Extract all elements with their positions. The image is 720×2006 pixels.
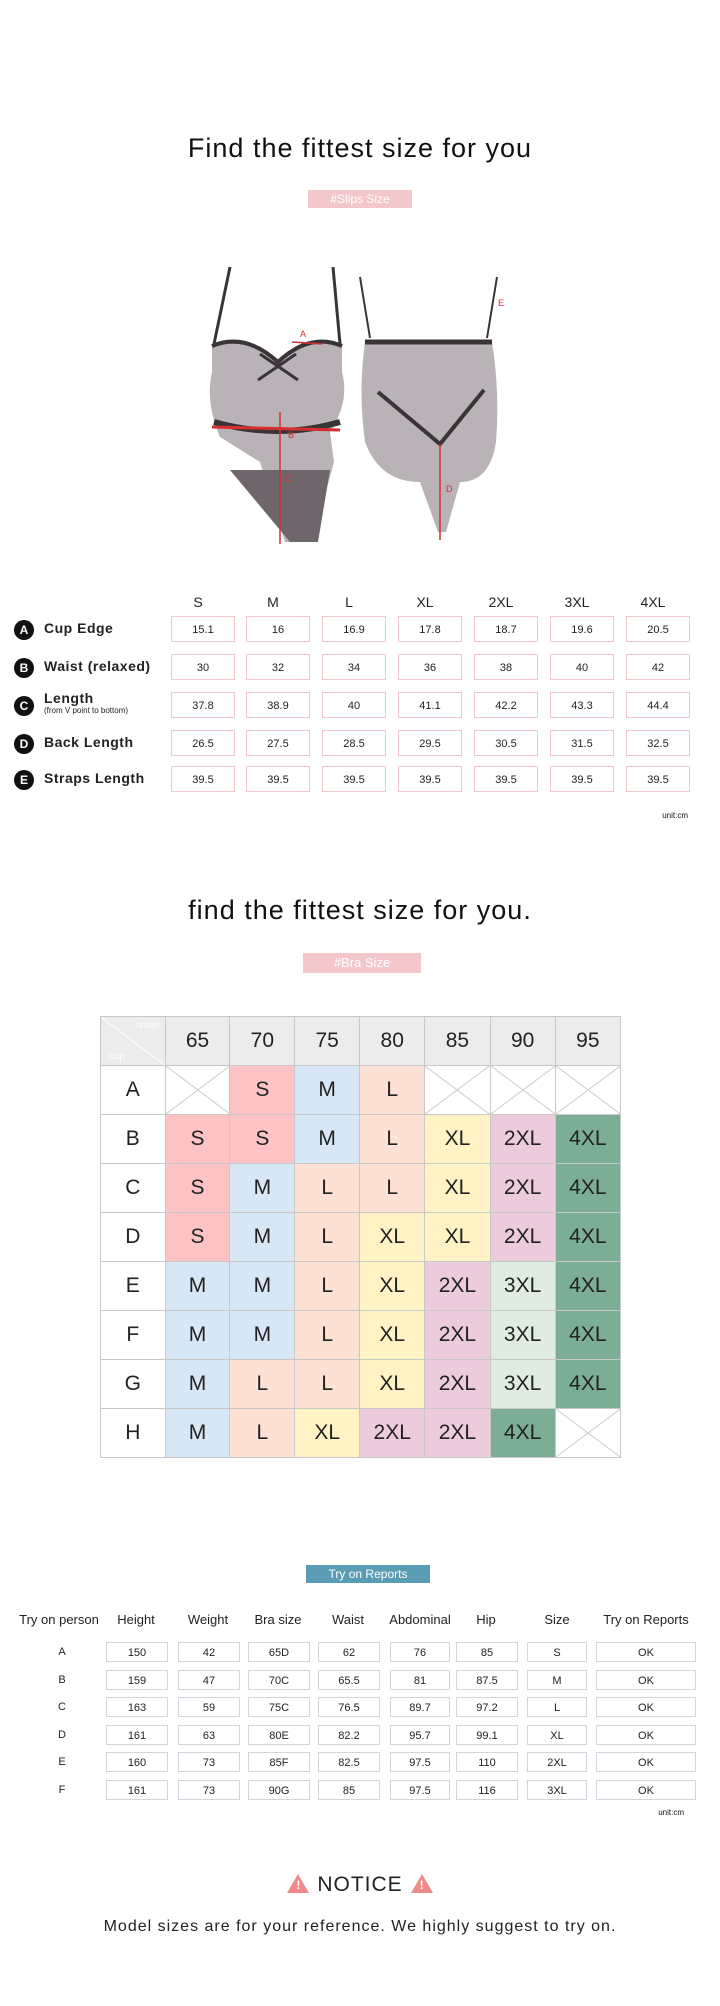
try-on-value: 159 [106,1670,168,1690]
header: Height [117,1612,155,1627]
try-on-person: B [58,1673,66,1686]
size-cell: 4XL [490,1409,555,1458]
label-d: D [446,484,453,494]
header: Try on Reports [603,1612,689,1627]
size-header: XL [416,594,434,610]
try-on-tag: Try on Reports [306,1565,430,1583]
measure-label [44,620,113,636]
size-cell: M [165,1262,230,1311]
measure-value: 28.5 [322,730,386,756]
measure-value: 38 [474,654,538,680]
try-on-value: 73 [178,1780,240,1800]
size-cell: S [165,1164,230,1213]
measure-label-text: Back Length [44,734,134,750]
measure-badge: A [14,620,34,640]
corner-cup: cup [109,1051,126,1062]
try-on-value: 97.5 [390,1752,450,1772]
measure-value: 39.5 [626,766,690,792]
label-c: C [285,474,292,484]
warning-icon: ! [411,1874,433,1893]
measure-label [44,734,134,750]
try-on-value: OK [596,1780,696,1800]
measure-label [44,658,151,674]
header: Bra size [254,1612,302,1627]
header: Waist [331,1612,365,1627]
cross-mark [491,1066,555,1114]
try-on-person: F [58,1783,66,1796]
band-size-header: 75 [295,1017,360,1066]
size-cell: XL [425,1164,490,1213]
size-cell: L [360,1164,425,1213]
header: Size [544,1612,570,1627]
size-cell: XL [425,1213,490,1262]
measure-badge: C [14,696,34,716]
measure-value: 40 [322,692,386,718]
band-size-header: 70 [230,1017,295,1066]
try-on-value: 80E [248,1725,310,1745]
try-on-value: 87.5 [456,1670,518,1690]
size-cell: L [295,1360,360,1409]
bra-size-table [100,1016,621,1458]
try-on-value: S [527,1642,587,1662]
try-on-value: OK [596,1642,696,1662]
header: Abdominal [389,1612,451,1627]
size-cell: S [165,1213,230,1262]
measure-label [44,770,145,786]
try-on-value: 65.5 [318,1670,380,1690]
try-on-unit: unit:cm [658,1808,684,1817]
size-cell: 4XL [555,1311,620,1360]
measure-value: 20.5 [626,616,690,642]
try-on-row [0,1695,720,1719]
measure-value: 41.1 [398,692,462,718]
measure-value: 34 [322,654,386,680]
measure-value: 17.8 [398,616,462,642]
try-on-value: OK [596,1670,696,1690]
measure-label [44,690,128,715]
header: Hip [476,1612,496,1627]
size-cell: M [230,1213,295,1262]
measure-value: 39.5 [398,766,462,792]
try-on-value: 3XL [527,1780,587,1800]
notice-text: Model sizes are for your reference. We highly suggest to try on. [103,1918,617,1935]
cross-mark [556,1409,620,1457]
try-on-value: 59 [178,1697,240,1717]
try-on-person: C [58,1701,66,1713]
size-cell: 2XL [425,1360,490,1409]
size-cell: 3XL [490,1360,555,1409]
size-cell: L [295,1262,360,1311]
cross-mark [425,1066,489,1114]
size-cell: 2XL [490,1164,555,1213]
slip-measure-row [14,690,714,720]
band-size-header: 80 [360,1017,425,1066]
try-on-value: 160 [106,1752,168,1772]
try-on-value: L [527,1697,587,1717]
try-on-value: 163 [106,1697,168,1717]
measure-value: 42.2 [474,692,538,718]
size-cell: 4XL [555,1213,620,1262]
slip-measure-row [14,764,714,794]
size-cell: XL [295,1409,360,1458]
try-on-value: 81 [390,1670,450,1690]
measure-value: 15.1 [171,616,235,642]
try-on-value: 47 [178,1670,240,1690]
try-on-value: 161 [106,1725,168,1745]
measure-value: 31.5 [550,730,614,756]
band-size-header: 90 [490,1017,555,1066]
measure-sublabel: (from V point to bottom) [44,706,129,715]
size-cell: XL [360,1213,425,1262]
size-cell: 4XL [555,1262,620,1311]
size-cell: 2XL [490,1115,555,1164]
header: Weight [187,1612,229,1627]
size-cell: L [295,1311,360,1360]
measure-value: 30.5 [474,730,538,756]
size-cell: XL [360,1262,425,1311]
measure-value: 30 [171,654,235,680]
size-header: M [267,594,279,610]
slip-measure-row [14,728,714,758]
size-cell: M [230,1262,295,1311]
try-on-value: 97.2 [456,1697,518,1717]
measure-badge: E [14,770,34,790]
size-cell: M [230,1311,295,1360]
band-size-header: 95 [555,1017,620,1066]
size-cell: M [230,1164,295,1213]
try-on-value: 82.2 [318,1725,380,1745]
try-on-value: 90G [248,1780,310,1800]
measure-badge: D [14,734,34,754]
measure-value: 37.8 [171,692,235,718]
size-cell: 2XL [360,1409,425,1458]
slips-unit: unit:cm [662,811,688,820]
empty-cell [555,1066,620,1115]
size-cell: 2XL [425,1311,490,1360]
cup-size-header: E [101,1262,166,1311]
try-on-row [0,1750,720,1774]
try-on-person: A [58,1646,66,1658]
measure-value: 39.5 [474,766,538,792]
slips-title: Find the fittest size for you [187,133,533,163]
bra-size-tag: #Bra Size [303,953,421,973]
size-cell: M [165,1409,230,1458]
size-cell: 3XL [490,1311,555,1360]
try-on-value: 110 [456,1752,518,1772]
measure-value: 32.5 [626,730,690,756]
size-header: 4XL [640,594,666,610]
front-view [210,267,345,544]
size-header: 2XL [488,594,514,610]
try-on-person: E [58,1756,66,1768]
try-on-value: 82.5 [318,1752,380,1772]
try-on-value: 116 [456,1780,518,1800]
try-on-value: 2XL [527,1752,587,1772]
empty-cell [425,1066,490,1115]
size-cell: 2XL [425,1262,490,1311]
try-on-row [0,1723,720,1747]
try-on-value: 75C [248,1697,310,1717]
try-on-value: 63 [178,1725,240,1745]
size-cell: 2XL [425,1409,490,1458]
size-cell: L [360,1115,425,1164]
size-cell: 2XL [490,1213,555,1262]
measure-value: 39.5 [322,766,386,792]
measure-value: 18.7 [474,616,538,642]
measure-value: 29.5 [398,730,462,756]
measure-label-text: Cup Edge [44,620,114,636]
measure-label-text: Length [44,690,94,706]
empty-cell [555,1409,620,1458]
table-corner [101,1017,166,1066]
measure-label-text: Waist (relaxed) [44,658,151,674]
cross-mark [556,1066,620,1114]
measure-badge: B [14,658,34,678]
size-cell: 4XL [555,1360,620,1409]
slips-size-tag: #Slips Size [308,190,412,208]
measure-value: 16.9 [322,616,386,642]
try-on-value: 85 [456,1642,518,1662]
cross-mark [166,1066,230,1114]
size-cell: S [230,1115,295,1164]
label-e: E [498,298,505,308]
size-cell: M [165,1360,230,1409]
measure-value: 32 [246,654,310,680]
header: Try on person [19,1612,99,1627]
empty-cell [490,1066,555,1115]
try-on-row [0,1668,720,1692]
measure-value: 26.5 [171,730,235,756]
size-cell: 4XL [555,1164,620,1213]
try-on-person: D [58,1728,66,1741]
measure-value: 44.4 [626,692,690,718]
measure-value: 27.5 [246,730,310,756]
cup-size-header: A [101,1066,166,1115]
try-on-value: XL [527,1725,587,1745]
cup-size-header: C [101,1164,166,1213]
measure-value: 43.3 [550,692,614,718]
size-cell: M [165,1311,230,1360]
try-on-value: OK [596,1697,696,1717]
try-on-value: 85F [248,1752,310,1772]
measure-value: 42 [626,654,690,680]
cup-size-header: G [101,1360,166,1409]
cup-size-header: F [101,1311,166,1360]
size-cell: 3XL [490,1262,555,1311]
size-cell: XL [425,1115,490,1164]
cup-size-header: H [101,1409,166,1458]
notice-title: NOTICE [317,1873,403,1896]
size-cell: L [295,1213,360,1262]
size-cell: S [230,1066,295,1115]
slip-measure-row [14,652,714,682]
try-on-value: 76.5 [318,1697,380,1717]
size-cell: L [295,1164,360,1213]
cup-size-header: B [101,1115,166,1164]
size-cell: M [295,1066,360,1115]
empty-cell [165,1066,230,1115]
try-on-value: 70C [248,1670,310,1690]
try-on-value: 89.7 [390,1697,450,1717]
try-on-value: 73 [178,1752,240,1772]
notice-heading [0,1873,720,1897]
size-cell: L [230,1360,295,1409]
measure-value: 36 [398,654,462,680]
size-header: L [345,594,353,610]
measure-value: 40 [550,654,614,680]
try-on-value: 97.5 [390,1780,450,1800]
try-on-value: 95.7 [390,1725,450,1745]
band-size-header: 85 [425,1017,490,1066]
label-a: A [300,329,307,339]
try-on-value: 85 [318,1780,380,1800]
back-view [360,277,504,540]
measure-value: 16 [246,616,310,642]
measure-value: 19.6 [550,616,614,642]
slip-measure-row [14,614,714,644]
try-on-value: OK [596,1752,696,1772]
size-cell: L [360,1066,425,1115]
label-b: B [288,430,295,440]
measure-value: 39.5 [171,766,235,792]
try-on-row [0,1640,720,1664]
measure-value: 38.9 [246,692,310,718]
size-cell: 4XL [555,1115,620,1164]
try-on-value: 62 [318,1642,380,1662]
slip-diagram [200,262,530,552]
size-cell: M [295,1115,360,1164]
warning-icon: ! [287,1874,309,1893]
measure-value: 39.5 [246,766,310,792]
band-size-header: 65 [165,1017,230,1066]
size-header: 3XL [564,594,590,610]
size-cell: XL [360,1311,425,1360]
size-cell: S [165,1115,230,1164]
try-on-value: M [527,1670,587,1690]
try-on-value: 99.1 [456,1725,518,1745]
size-header: S [193,594,203,610]
try-on-value: 76 [390,1642,450,1662]
try-on-value: 42 [178,1642,240,1662]
bra-title: find the fittest size for you. [188,895,532,925]
measure-label-text: Straps Length [44,770,145,786]
corner-under: under [135,1020,161,1031]
size-cell: XL [360,1360,425,1409]
try-on-value: 150 [106,1642,168,1662]
try-on-row [0,1778,720,1802]
try-on-value: 161 [106,1780,168,1800]
cup-size-header: D [101,1213,166,1262]
size-cell: L [230,1409,295,1458]
measure-value: 39.5 [550,766,614,792]
try-on-value: OK [596,1725,696,1745]
slip-size-headers [0,594,720,614]
try-on-value: 65D [248,1642,310,1662]
